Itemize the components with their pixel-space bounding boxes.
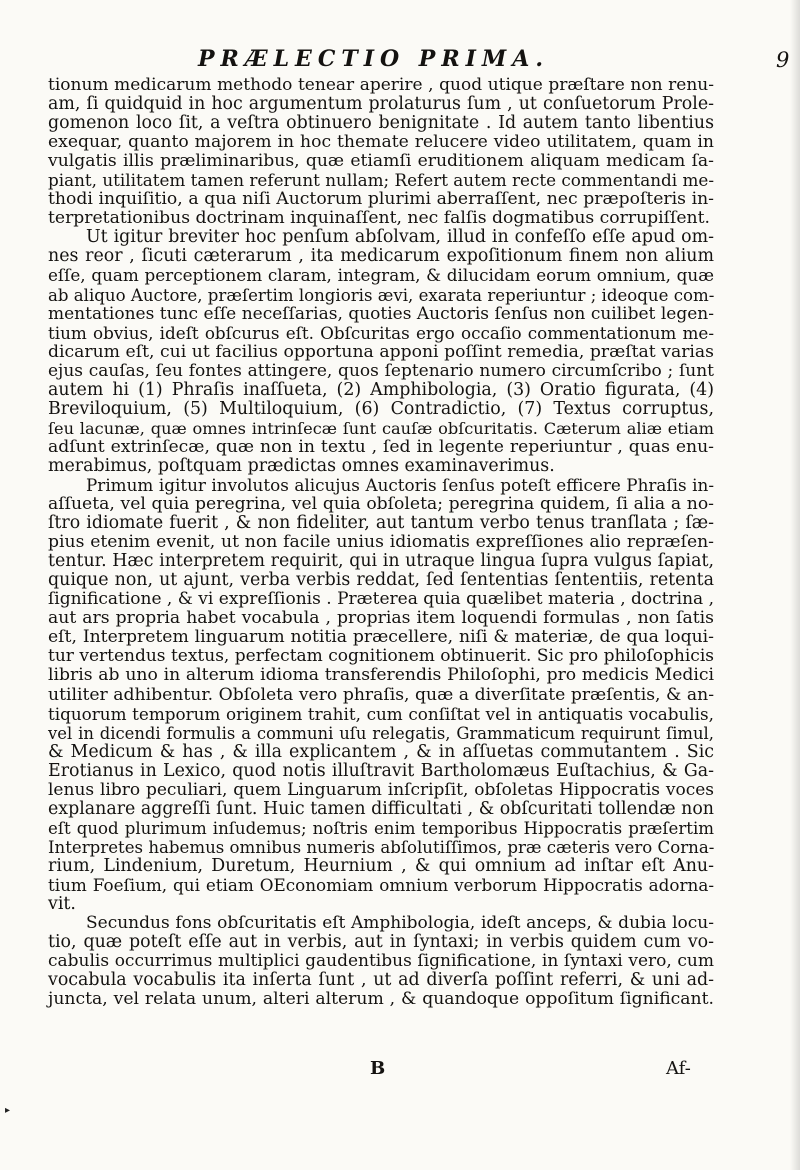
text-line: thodi inquiſitio, a qua niſi Auctorum plurimi aberraſſent, nec præpoſteris in- <box>48 189 714 210</box>
text-line: libris ab uno in alterum idioma transferendis Philoſophi, pro medicis Medici <box>48 665 714 686</box>
text-line: tentur. Hæc interpretem requirit, qui in utraque lingua ſupra vulgus ſapiat, <box>48 551 714 572</box>
text-line: vel in dicendi formulis a communi uſu relegatis, Grammaticum requirunt ſimul, <box>48 723 714 743</box>
text-line: dicarum eſt, cui ut facilius opportuna apponi poſſint remedia, præſtat varias <box>48 341 714 362</box>
text-line: autem hi (1) Phraſis inaſſueta, (2) Amphibologia, (3) Oratio figurata, (4) <box>48 379 714 400</box>
text-line: utiliter adhibentur. Obſoleta vero phraſis, quæ a diverſitate præſentis, & an- <box>48 684 714 705</box>
running-head <box>0 46 800 76</box>
text-line: vocabula vocabulis ita inſerta ſunt , ut ad diverſa poſſint referri, & uni ad- <box>48 970 714 991</box>
text-line: ſtro idiomate fuerit , & non fideliter, aut tantum verbo tenus tranſlata ; ſæ- <box>48 513 714 534</box>
text-line: juncta, vel relata unum, alteri alterum , & quandoque oppoſitum ſignificant. <box>48 989 714 1010</box>
text-line: exequar, quanto majorem in hoc themate relucere video utilitatem, quam in <box>48 132 714 153</box>
page-edge-shadow <box>790 0 800 1170</box>
text-line: am, ſi quidquid in hoc argumentum prolaturus ſum , ut conſuetorum Prole- <box>48 94 714 115</box>
text-line: tionum medicarum methodo tenear aperire , quod utique præſtare non renu- <box>48 75 714 95</box>
page-footer <box>0 1058 800 1080</box>
text-line: cabulis occurrimus multiplici gaudentibus ſignificatione, in ſyntaxi vero, cum <box>48 951 714 972</box>
text-line: ab aliquo Auctore, præſertim longioris ævi, exarata reperiuntur ; ideoque com- <box>48 285 715 305</box>
text-line: Ut igitur breviter hoc penſum abſolvam, illud in confeſſo eſſe apud om- <box>86 227 714 248</box>
text-line: tium obvius, ideſt obſcurus eſt. Obſcuritas ergo occaſio commentationum me- <box>48 322 714 343</box>
page-number: 9 <box>776 48 790 72</box>
text-line: gomenon loco ſit, a veſtra obtinuero benignitate . Id autem tanto libentius <box>48 113 714 134</box>
text-line: mentationes tunc eſſe neceſſarias, quoties Auctoris ſenſus non cuilibet legen- <box>48 303 714 324</box>
text-line: ſeu lacunæ, quæ omnes intrinſecæ ſunt cauſæ obſcuritatis. Cæterum aliæ etiam <box>48 418 714 438</box>
text-line: lenus libro peculiari, quem Linguarum inſcripſit, obſoletas Hippocratis voces <box>48 779 714 800</box>
text-line: nes reor , ſicuti cæterarum , ita medicarum expoſitionum finem non alium <box>48 246 714 267</box>
catchword: Af- <box>666 1058 691 1079</box>
text-line: piant, utilitatem tamen referunt nullam; Refert autem recte commentandi me- <box>48 170 714 191</box>
text-line: vit. <box>48 894 76 915</box>
text-line: tiquorum temporum originem trahit, cum conſiſtat vel in antiquatis vocabulis, <box>48 703 714 724</box>
body-text <box>48 76 714 1009</box>
margin-mark-icon: ▸ <box>5 1105 11 1116</box>
text-line: & Medicum & has , & illa explicantem , & in aſſuetas commutantem . Sic <box>48 741 714 762</box>
text-line: terpretationibus doctrinam inquinaſſent, nec falſis dogmatibus corrupiſſent. <box>48 208 710 229</box>
text-line: Interpretes habemus omnibus numeris abſolutiſſimos, præ cæteris vero Corna- <box>48 837 715 857</box>
text-line: Erotianus in Lexico, quod notis illuſtravit Bartholomæus Euſtachius, & Ga- <box>48 760 714 781</box>
text-line: aſſueta, vel quia peregrina, vel quia obſoleta; peregrina quidem, ſi alia a no- <box>48 494 714 515</box>
text-line: pius etenim evenit, ut non facile unius idiomatis expreſſiones alio repræſen- <box>48 532 714 553</box>
text-line: eſſe, quam perceptionem claram, integram, & dilucidam eorum omnium, quæ <box>48 265 714 286</box>
text-line: Breviloquium, (5) Multiloquium, (6) Contradictio, (7) Textus corruptus, <box>48 398 714 419</box>
text-line: aut ars propria habet vocabula , proprias item loquendi formulas , non ſatis <box>48 608 714 629</box>
text-line: adſunt extrinſecæ, quæ non in textu , ſed in legente reperiuntur , quas enu- <box>48 436 714 457</box>
text-line: Primum igitur involutos alicujus Auctoris ſenſus poteſt efficere Phraſis in- <box>86 474 714 495</box>
text-line: merabimus, poſtquam prædictas omnes examinaverimus. <box>48 455 555 476</box>
text-line: explanare aggreſſi ſunt. Huic tamen difficultati , & obſcuritati tollendæ non <box>48 798 714 819</box>
text-line: ſignificatione , & vi expreſſionis . Præterea quia quælibet materia , doctrina , <box>48 589 714 610</box>
text-line: tio, quæ poteſt eſſe aut in verbis, aut in ſyntaxi; in verbis quidem cum vo- <box>48 932 714 953</box>
text-line: tium Foeſium, qui etiam OEconomiam omnium verborum Hippocratis adorna- <box>48 874 714 895</box>
running-title: PRÆLECTIO PRIMA. <box>198 46 550 72</box>
signature-mark: B <box>370 1058 386 1079</box>
text-line: eſt quod plurimum inſudemus; noſtris enim temporibus Hippocratis præſertim <box>48 818 714 838</box>
text-line: eſt, Interpretem linguarum notitia præcellere, niſi & materiæ, de qua loqui- <box>48 627 714 648</box>
text-line: rium, Lindenium, Duretum, Heurnium , & qui omnium ad inſtar eſt Anu- <box>48 855 714 876</box>
text-line: tur vertendus textus, perfectam cognitionem obtinuerit. Sic pro philoſophicis <box>48 646 714 667</box>
text-line: quique non, ut ajunt, verba verbis reddat, ſed ſententias ſententiis, retenta <box>48 570 714 591</box>
text-line: vulgatis illis præliminaribus, quæ etiamſi eruditionem aliquam medicam ſa- <box>48 151 714 172</box>
text-line: Secundus fons obſcuritatis eſt Amphibologia, ideſt anceps, & dubia locu- <box>86 913 714 934</box>
text-line: ejus cauſas, ſeu fontes attingere, quos ſeptenario numero circumſcribo ; ſunt <box>48 360 714 381</box>
